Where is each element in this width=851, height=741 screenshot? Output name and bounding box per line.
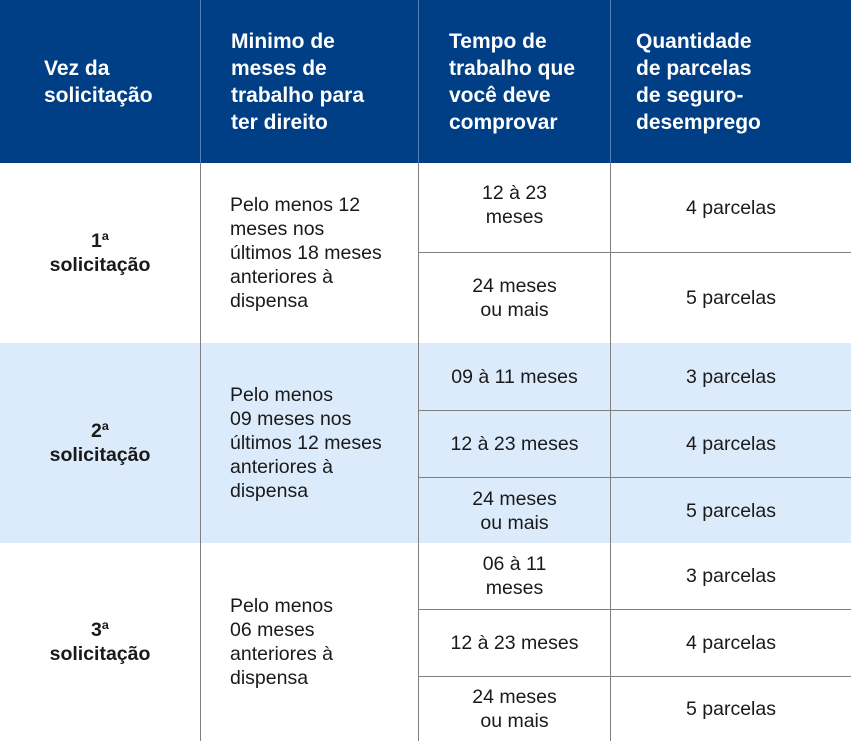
request-label	[0, 543, 200, 741]
work-time-text: 12 à 23 meses	[450, 433, 579, 455]
request-label	[0, 163, 200, 343]
work-time-text: 12 à 23 meses	[450, 632, 579, 654]
request-label	[0, 343, 200, 543]
header-request-number	[0, 0, 200, 163]
request-label-text: 1ª solicitação	[49, 230, 151, 276]
minimum-months-text: Pelo menos 06 meses anteriores à dispensa	[230, 595, 333, 689]
work-time-text: 09 à 11 meses	[451, 365, 578, 388]
installments-text: 4 parcelas	[686, 433, 776, 455]
installments-cell	[611, 163, 851, 252]
work-time-cell	[419, 253, 610, 343]
header-minimum-months	[201, 0, 418, 163]
header-installments	[611, 0, 851, 163]
work-time-cell	[419, 343, 610, 410]
header-work-time	[419, 0, 610, 163]
installments-cell	[611, 543, 851, 609]
header-label: Vez da solicitação	[44, 56, 153, 107]
installments-text: 3 parcelas	[686, 365, 776, 388]
minimum-months-text: Pelo menos 12 meses nos últimos 18 meses anteriores à dispensa	[230, 194, 382, 312]
work-time-text: 06 à 11 meses	[482, 553, 547, 599]
header-label: Quantidade de parcelas de seguro- desemprego	[636, 29, 761, 134]
request-label-text: 3ª solicitação	[49, 619, 151, 665]
request-label-text: 2ª solicitação	[49, 420, 151, 466]
installments-cell	[611, 478, 851, 543]
header-label: Minimo de meses de trabalho para ter direito	[231, 29, 365, 134]
work-time-cell	[419, 677, 610, 741]
work-time-text: 24 meses ou mais	[472, 686, 557, 732]
minimum-months-cell	[201, 163, 418, 343]
installments-cell	[611, 677, 851, 741]
work-time-text: 24 meses ou mais	[472, 275, 557, 321]
work-time-cell	[419, 543, 610, 609]
minimum-months-text: Pelo menos 09 meses nos últimos 12 meses anteriores à dispensa	[230, 384, 382, 502]
work-time-text: 24 meses ou mais	[472, 487, 557, 534]
work-time-cell	[419, 610, 610, 676]
work-time-cell	[419, 411, 610, 477]
installments-cell	[611, 343, 851, 410]
work-time-cell	[419, 163, 610, 252]
work-time-text: 12 à 23 meses	[481, 181, 548, 228]
installments-cell	[611, 411, 851, 477]
installments-text: 4 parcelas	[686, 196, 776, 219]
header-label: Tempo de trabalho que você deve comprovar	[449, 29, 576, 134]
work-time-cell	[419, 478, 610, 543]
minimum-months-cell	[201, 343, 418, 543]
installments-text: 5 parcelas	[686, 698, 776, 720]
installments-text: 3 parcelas	[686, 565, 776, 587]
installments-text: 5 parcelas	[686, 499, 776, 522]
installments-cell	[611, 610, 851, 676]
minimum-months-cell	[201, 543, 418, 741]
installments-text: 5 parcelas	[686, 287, 776, 309]
table-header	[0, 0, 851, 163]
installments-cell	[611, 253, 851, 343]
installments-text: 4 parcelas	[686, 632, 776, 654]
